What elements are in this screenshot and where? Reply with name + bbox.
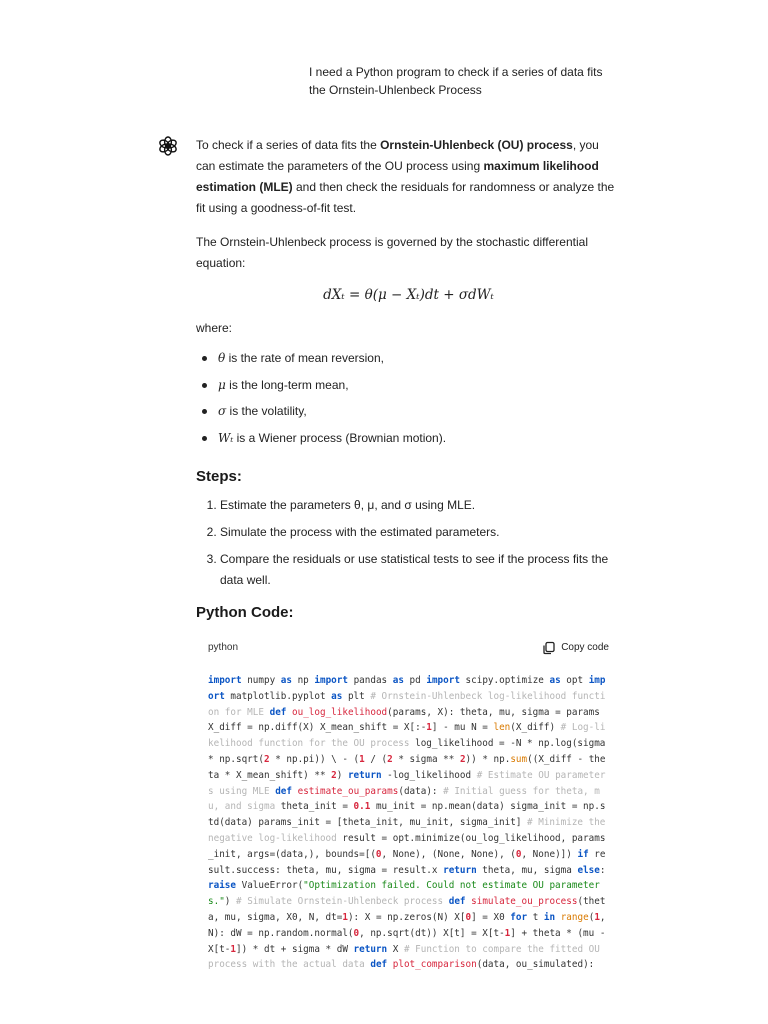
intro-paragraph: [196, 135, 621, 219]
code-content: import numpy as np import pandas as pd import scipy.optimize as opt import matplotlib.pyplot as plt # Ornstein-Uhlenbeck log-likelihood function for MLE def ou_log_likelihood(params, X): theta, mu, sigma = params X_diff = np.diff(X) X_mean_shift = X[:-1] - mu N = len(X_diff) # Log-likelihood function for the OU process log_likelihood = -N * np.log(sigma * np.sqrt(2 * np.pi)) \ - (1 / (2 * sigma ** 2)) * np.sum((X_diff - theta * X_mean_shift) ** 2) return -log_likelihood # Estimate OU parameters using MLE def estimate_ou_params(data): # Initial guess for theta, mu, and sigma theta_init = 0.1 mu_init = np.mean(data) sigma_init = np.std(data) params_init = [theta_init, mu_init, sigma_init] # Minimize the negative log-likelihood result = opt.minimize(ou_log_likelihood, params_init, args=(data,), bounds=[(0, None), (None, None), (0, None)]) if result.success: theta, mu, sigma = result.x return theta, mu, sigma else: raise ValueError("Optimization failed. Could not estimate OU parameters.") # Simulate Ornstein-Uhlenbeck process def simulate_ou_process(theta, mu, sigma, X0, N, dt=1): X = np.zeros(N) X[0] = X0 for t in range(1, N): dW = np.random.normal(0, np.sqrt(dt)) X[t] = X[t-1] + theta * (mu - X[t-1]) * dt + sigma * dW return X # Function to compare the fitted OU process with the actual data def plot_comparison(data, ou_simulated):: [208, 675, 612, 971]
steps-heading: Steps:: [196, 468, 242, 485]
copy-code-button[interactable]: [542, 637, 609, 659]
openai-logo-icon: [157, 135, 179, 157]
symbol-sigma: σ: [218, 404, 227, 418]
symbol-theta: θ: [218, 351, 226, 365]
symbol-mu: μ: [218, 377, 226, 392]
where-label: where:: [196, 321, 233, 335]
list-item: 1. Estimate the parameters θ, μ, and σ using MLE.: [220, 495, 621, 516]
list-item: 2. Simulate the process with the estimated parameters.: [220, 522, 621, 543]
copy-code-label: Copy code: [561, 642, 609, 653]
user-message: I need a Python program to check if a series of data fits the Ornstein-Uhlenbeck Process: [309, 65, 603, 97]
intro-text: and then check the residuals for randomness or analyze the fit using a goodness-of-fit test.: [196, 180, 615, 215]
code-language: python: [208, 642, 239, 653]
ou-equation: dXₜ = θ(μ − Xₜ)dt + σdWₜ: [323, 287, 494, 303]
list-item: 3. Compare the residuals or use statistical tests to see if the process fits the data well.: [220, 549, 621, 591]
copy-icon: [542, 641, 556, 655]
intro-bold-ou: Ornstein-Uhlenbeck (OU) process: [380, 138, 573, 152]
definition-list: [196, 345, 621, 451]
intro-text: To check if a series of data fits the: [196, 138, 381, 152]
code-block: [196, 637, 621, 973]
definition-text: is the rate of mean reversion,: [225, 351, 384, 365]
definition-text: is the long-term mean,: [225, 377, 349, 392]
definition-text: is the volatility,: [226, 404, 307, 418]
list-item: [196, 345, 621, 372]
code-heading: Python Code:: [196, 604, 294, 621]
intro-text: , you can estimate the parameters of the OU process using: [196, 138, 599, 173]
assistant-answer: [196, 135, 621, 973]
list-item: [196, 398, 621, 425]
definition-text: is a Wiener process (Brownian motion).: [233, 430, 447, 445]
list-item: [196, 425, 621, 452]
list-item: [196, 372, 621, 399]
steps-list: [196, 495, 621, 591]
governed-paragraph: The Ornstein-Uhlenbeck process is governed by the stochastic differential equation:: [196, 235, 588, 270]
intro-bold-mle: maximum likelihood estimation (MLE): [196, 159, 599, 194]
symbol-w: Wₜ: [218, 430, 234, 445]
code-header: [196, 637, 621, 659]
